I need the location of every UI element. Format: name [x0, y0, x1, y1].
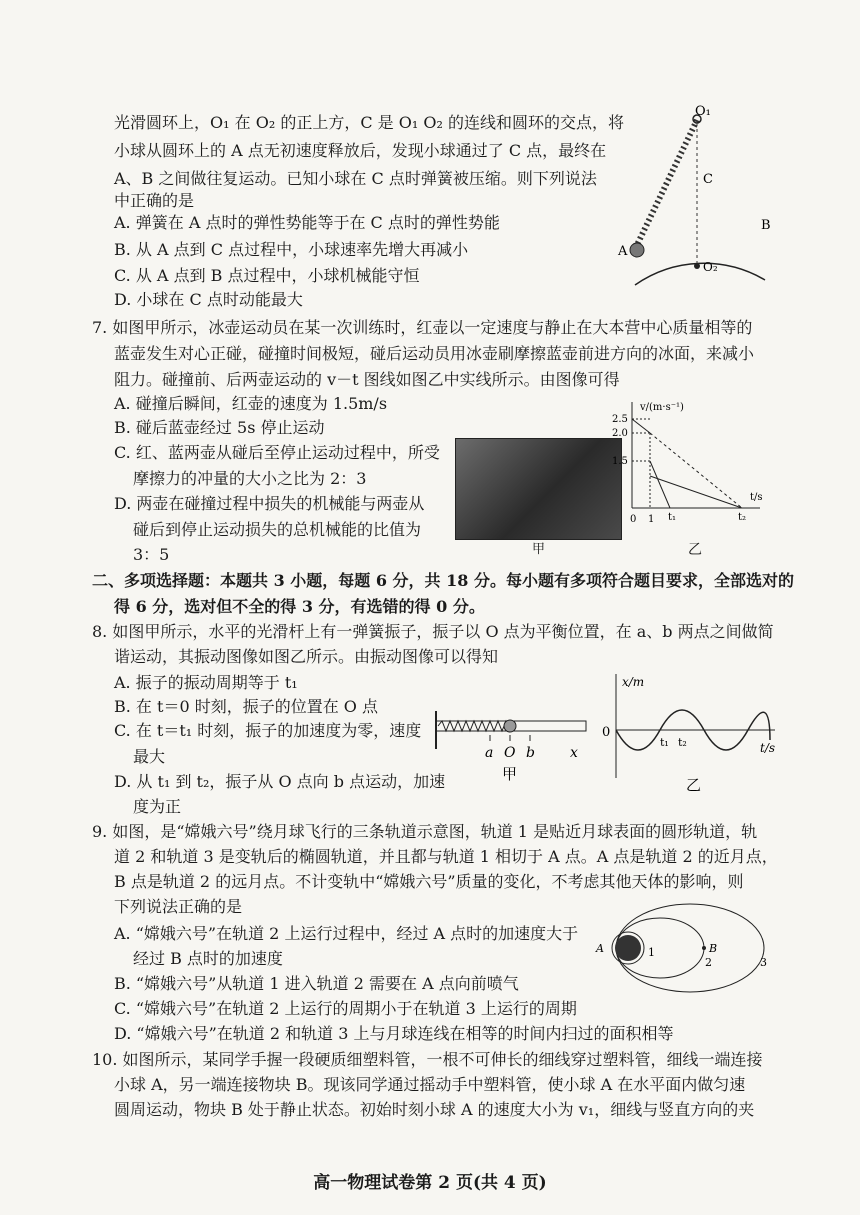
q9-orbit-1-label: 1	[648, 946, 655, 959]
q6-option-d: D. 小球在 C 点时动能最大	[114, 290, 303, 309]
q7-vt-graph	[610, 398, 770, 538]
q10-line-1: 10. 如图所示，某同学手握一段硬质细塑料管，一根不可伸长的细线穿过塑料管，细线一端连接	[92, 1050, 763, 1069]
q9-line-4: 下列说法正确的是	[114, 897, 243, 916]
q7-option-d-cont: 碰后到停止运动损失的总机械能的比值为	[133, 520, 422, 539]
q8-t1-label: t₁	[660, 736, 669, 749]
q8-t2-label: t₂	[678, 736, 687, 749]
q6-line-1: 光滑圆环上，O₁ 在 O₂ 的正上方，C 是 O₁ O₂ 的连线和圆环的交点，将	[114, 113, 624, 132]
q9-line-2: 道 2 和轨道 3 是变轨后的椭圆轨道，并且都与轨道 1 相切于 A 点。A 点是轨道 2 的近月点，	[114, 847, 778, 866]
q9-line-3: B 点是轨道 2 的远月点。不计变轨中“嫦娥六号”质量的变化，不考虑其他天体的影响，则	[114, 872, 744, 891]
q9-option-a: A. “嫦娥六号”在轨道 2 上运行过程中，经过 A 点时的加速度大于	[114, 924, 579, 943]
q9-line-1: 9. 如图，是“嫦娥六号”绕月球飞行的三条轨道示意图，轨道 1 是贴近月球表面的圆形轨道，轨	[92, 822, 758, 841]
q8-option-d-cont: 度为正	[133, 797, 182, 816]
q7-line-1: 7. 如图甲所示，冰壶运动员在某一次训练时，红壶以一定速度与静止在大本营中心质量相等的	[92, 318, 753, 337]
q6-label-b: B	[761, 218, 771, 233]
section2-line-2: 得 6 分，选对但不全的得 3 分，有选错的得 0 分。	[114, 597, 485, 616]
q9-label-a: A	[596, 942, 604, 955]
q8-origin-label: 0	[602, 725, 611, 740]
q8-fig-yi-label: 乙	[686, 776, 702, 794]
q9-orbit-3-label: 3	[760, 956, 767, 969]
q9-option-b: B. “嫦娥六号”从轨道 1 进入轨道 2 需要在 A 点向前喷气	[114, 974, 519, 993]
q8-label-a: a	[485, 745, 494, 761]
q6-line-4: 中正确的是	[114, 191, 195, 210]
q7-ytick-1-5: 1.5	[612, 456, 628, 467]
page-footer: 高一物理试卷第 2 页(共 4 页)	[313, 1173, 547, 1193]
q6-option-c: C. 从 A 点到 B 点过程中，小球机械能守恒	[114, 266, 420, 285]
q8-option-b: B. 在 t＝0 时刻，振子的位置在 O 点	[114, 697, 379, 716]
q6-spring-ring-figure	[615, 105, 780, 290]
q8-vibration-graph	[600, 670, 785, 800]
q6-line-3: A、B 之间做往复运动。已知小球在 C 点时弹簧被压缩。则下列说法	[114, 169, 597, 188]
q7-option-b: B. 碰后蓝壶经过 5s 停止运动	[114, 418, 325, 437]
q7-option-c-cont: 摩擦力的冲量的大小之比为 2：3	[133, 469, 367, 488]
q7-option-c: C. 红、蓝两壶从碰后至停止运动过程中，所受	[114, 443, 440, 462]
q8-option-d: D. 从 t₁ 到 t₂，振子从 O 点向 b 点运动，加速	[114, 772, 446, 791]
q7-ytick-2-5: 2.5	[612, 414, 628, 425]
q8-option-a: A. 振子的振动周期等于 t₁	[114, 673, 298, 692]
q8-yaxis-label: x/m	[622, 675, 645, 689]
q9-orbit-2-label: 2	[705, 956, 712, 969]
q9-option-a-cont: 经过 B 点时的加速度	[133, 949, 283, 968]
q8-label-b: b	[526, 745, 535, 761]
q8-spring-oscillator-figure	[430, 705, 600, 785]
q6-option-b: B. 从 A 点到 C 点过程中，小球速率先增大再减小	[114, 240, 469, 259]
q8-line-1: 8. 如图甲所示，水平的光滑杆上有一弹簧振子，振子以 O 点为平衡位置，在 a、b 两点之间做简	[92, 622, 774, 641]
q7-ytick-2-0: 2.0	[612, 428, 628, 439]
q7-xtick-1: 1	[648, 514, 655, 525]
q7-fig-jia-label: 甲	[532, 542, 546, 557]
q7-xtick-t2: t₂	[738, 512, 747, 523]
q10-line-3: 圆周运动，物块 B 处于静止状态。初始时刻小球 A 的速度大小为 v₁，细线与竖直方向的夹	[114, 1100, 755, 1119]
q7-line-3: 阻力。碰撞前、后两壶运动的 v－t 图线如图乙中实线所示。由图像可得	[114, 370, 620, 389]
q7-option-d-ratio: 3：5	[133, 545, 170, 564]
q7-fig-yi-label: 乙	[688, 542, 702, 558]
q7-yaxis-label: v/(m·s⁻¹)	[640, 402, 684, 413]
q6-label-o1: O₁	[695, 105, 711, 119]
q9-option-c: C. “嫦娥六号”在轨道 2 上运行的周期小于在轨道 3 上运行的周期	[114, 999, 577, 1018]
q9-label-b: B	[709, 942, 718, 955]
section2-line-1: 二、多项选择题：本题共 3 小题，每题 6 分，共 18 分。每小题有多项符合题目要求，全部选对的	[92, 571, 794, 590]
q8-option-c-cont: 最大	[133, 747, 166, 766]
q6-line-2: 小球从圆环上的 A 点无初速度释放后，发现小球通过了 C 点，最终在	[114, 141, 607, 160]
q6-label-a: A	[618, 244, 628, 259]
q7-line-2: 蓝壶发生对心正碰，碰撞时间极短，碰后运动员用冰壶刷摩擦蓝壶前进方向的冰面，来减小	[114, 344, 755, 363]
q8-fig-jia-label: 甲	[502, 765, 518, 783]
q8-label-o: O	[504, 745, 516, 761]
q10-line-2: 小球 A，另一端连接物块 B。现该同学通过摇动手中塑料管，使小球 A 在水平面内做匀速	[114, 1075, 746, 1094]
q7-xaxis-label: t/s	[750, 492, 763, 503]
q8-line-2: 谐运动，其振动图像如图乙所示。由振动图像可以得知	[114, 647, 499, 666]
curling-photo	[455, 438, 622, 540]
q7-xtick-t1: t₁	[668, 512, 677, 523]
q6-label-o2: O₂	[703, 260, 718, 274]
q7-option-a: A. 碰撞后瞬间，红壶的速度为 1.5m/s	[114, 394, 388, 413]
q7-option-d: D. 两壶在碰撞过程中损失的机械能与两壶从	[114, 494, 425, 513]
q9-option-d: D. “嫦娥六号”在轨道 2 和轨道 3 上与月球连线在相等的时间内扫过的面积相等	[114, 1024, 674, 1043]
q8-xaxis-label: t/s	[760, 741, 776, 755]
q6-label-c: C	[703, 172, 713, 187]
q7-xtick-0: 0	[630, 514, 637, 525]
q8-option-c: C. 在 t＝t₁ 时刻，振子的加速度为零，速度	[114, 721, 422, 740]
q8-label-x: x	[570, 745, 578, 761]
q6-option-a: A. 弹簧在 A 点时的弹性势能等于在 C 点时的弹性势能	[114, 213, 500, 232]
q9-orbit-diagram	[590, 900, 780, 1000]
